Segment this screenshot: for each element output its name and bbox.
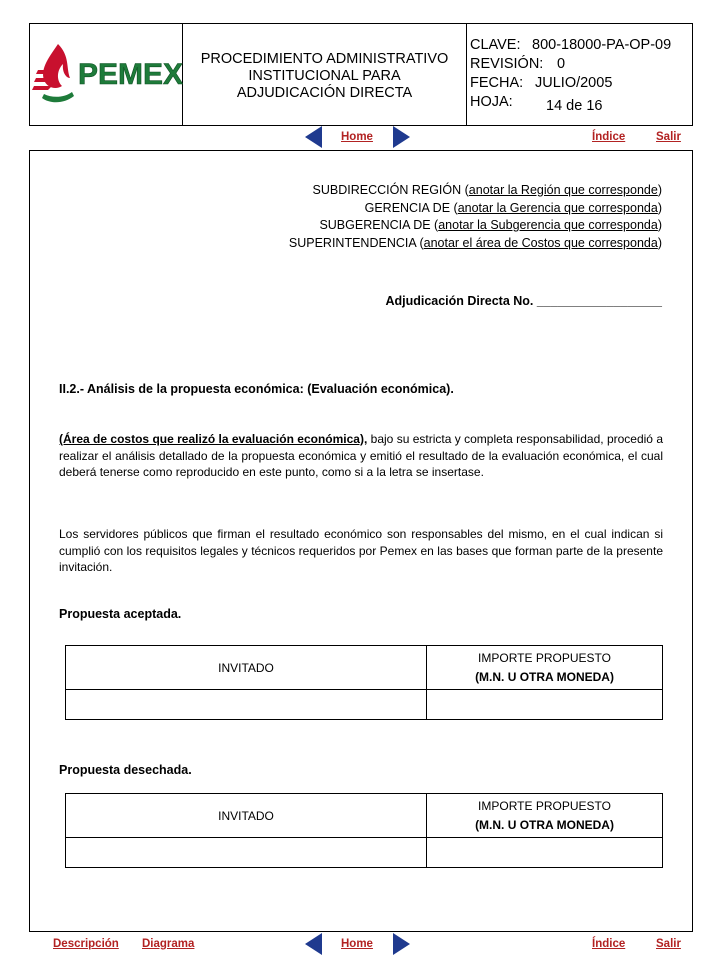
invitado-cell (66, 690, 427, 720)
superintendencia-line: SUPERINTENDENCIA (anotar el área de Costos que corresponda) (288, 235, 662, 250)
hoja-value: 14 de 16 (546, 98, 603, 114)
table-row (66, 690, 663, 720)
importe-header: IMPORTE PROPUESTO (M.N. U OTRA MONEDA) (427, 794, 663, 838)
importe-cell (427, 838, 663, 868)
subdireccion-line: SUBDIRECCIÓN REGIÓN (anotar la Región que corresponde) (312, 183, 662, 197)
paragraph-responsibility: Los servidores públicos que firman el resultado económico son responsables del mismo, en el cual indican si cumplió con los requisitos legales y técnicos requeridos por Pemex en las bases que forman parte de la presente invitación. (59, 527, 663, 574)
indice-link-top[interactable]: Índice (592, 131, 626, 143)
salir-link-bottom[interactable]: Salir (656, 938, 681, 950)
clave-label: CLAVE: (470, 37, 521, 53)
pemex-eagle-icon (32, 44, 74, 102)
revision-label: REVISIÓN: (470, 56, 544, 72)
clave-value: 800-18000-PA-OP-09 (532, 37, 672, 53)
indice-link-bottom[interactable]: Índice (592, 938, 626, 950)
cost-area-placeholder: (Área de costos que realizó la evaluación económica), (59, 432, 368, 446)
importe-header: IMPORTE PROPUESTO (M.N. U OTRA MONEDA) (427, 646, 663, 690)
title-line-3: ADJUDICACIÓN DIRECTA (236, 85, 413, 101)
table-header-row (66, 794, 663, 838)
table-header-row (66, 646, 663, 690)
fecha-row (470, 74, 692, 93)
title-line-1: PROCEDIMIENTO ADMINISTRATIVO (200, 51, 449, 67)
procedure-title (183, 24, 467, 125)
subgerencia-line: SUBGERENCIA DE (anotar la Subgerencia que corresponda) (319, 218, 662, 232)
revision-value: 0 (557, 56, 566, 72)
fecha-value: JULIO/2005 (535, 75, 613, 91)
adjudicacion-number: Adjudicación Directa No. __________________ (385, 294, 662, 308)
fecha-label: FECHA: (470, 75, 524, 91)
revision-row (470, 55, 692, 74)
clave-row (470, 36, 692, 55)
table-row (66, 838, 663, 868)
document-header (29, 23, 693, 126)
paragraph-evaluation: (Área de costos que realizó la evaluación económica), bajo su estricta y completa responsabilidad, procedió a realizar el análisis detallado de la propuesta económica y emitió el resultado de la evaluación económica, el cual deberá tenerse como reproducido en este punto, como si a la letra se insertase. (59, 432, 664, 479)
invitado-cell (66, 838, 427, 868)
invitado-header: INVITADO (66, 794, 427, 838)
gerencia-line: GERENCIA DE (anotar la Gerencia que corresponda) (364, 200, 662, 215)
hoja-label: HOJA: (470, 94, 513, 110)
accepted-proposal-table (65, 645, 663, 720)
section-title: II.2.- Análisis de la propuesta económica: (Evaluación económica). (59, 382, 454, 396)
document-body (29, 150, 693, 932)
prev-arrow-icon[interactable] (305, 933, 322, 955)
descripcion-link[interactable]: Descripción (53, 938, 119, 950)
rejected-proposal-label: Propuesta desechada. (59, 763, 192, 777)
document-metadata (470, 36, 692, 112)
home-link-bottom[interactable]: Home (341, 938, 373, 950)
importe-cell (427, 690, 663, 720)
next-arrow-icon[interactable] (393, 933, 410, 955)
invitado-header: INVITADO (66, 646, 427, 690)
accepted-proposal-label: Propuesta aceptada. (59, 607, 182, 621)
home-link-top[interactable]: Home (341, 131, 373, 143)
prev-arrow-icon[interactable] (305, 126, 322, 148)
title-line-2: INSTITUCIONAL PARA (248, 68, 401, 84)
next-arrow-icon[interactable] (393, 126, 410, 148)
diagrama-link[interactable]: Diagrama (142, 938, 195, 950)
pemex-logo (30, 24, 183, 125)
rejected-proposal-table (65, 793, 663, 868)
org-unit-block (289, 182, 662, 252)
pemex-wordmark: PEMEX (78, 58, 183, 91)
hoja-row (470, 93, 692, 112)
salir-link-top[interactable]: Salir (656, 131, 681, 143)
